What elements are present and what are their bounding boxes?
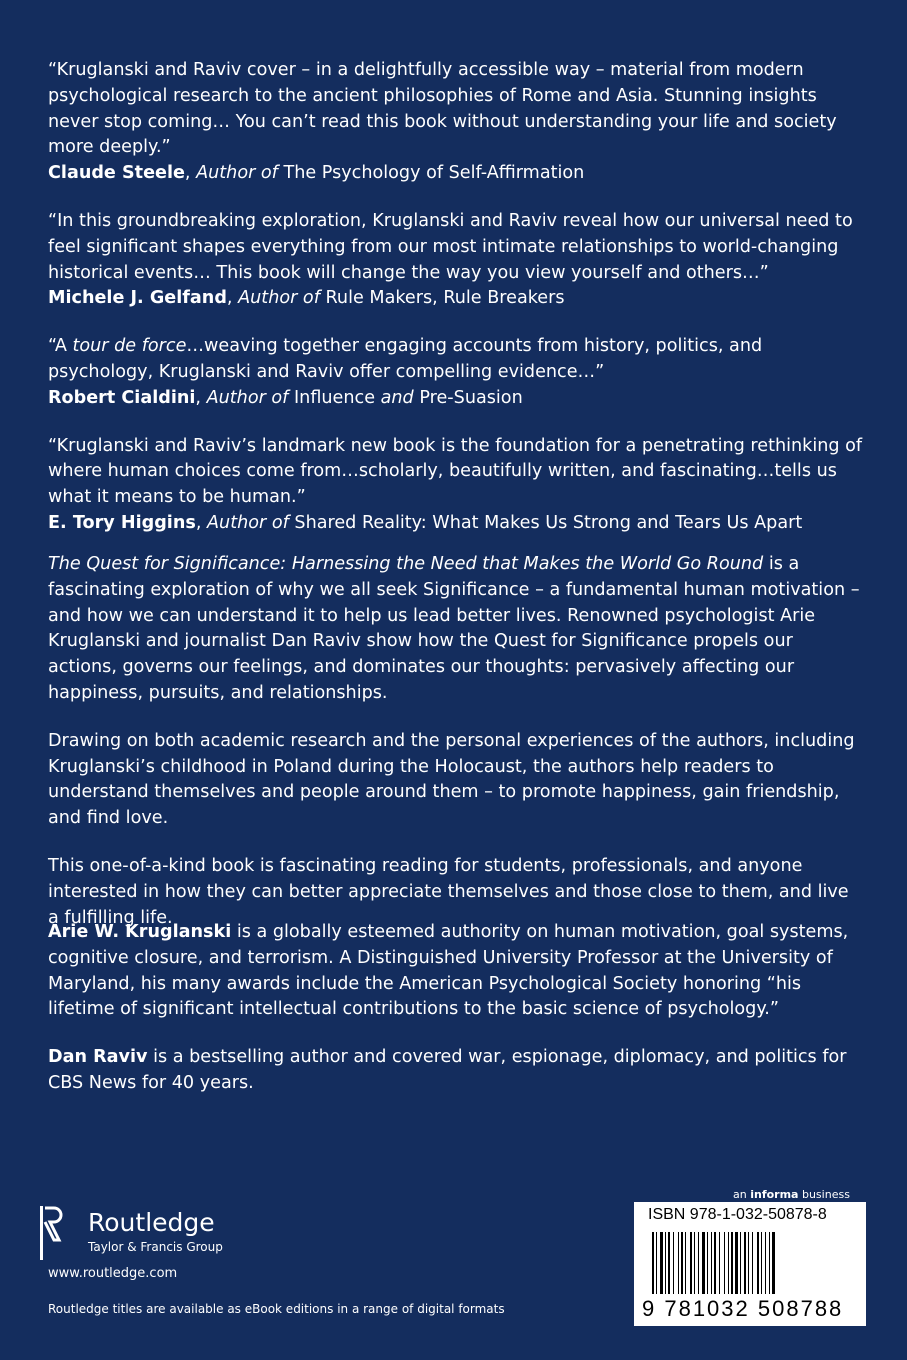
description-paragraph: This one-of-a-kind book is fascinating reading for students, professionals, and anyone interested in how they can better appreciate themselves and those close to them, and live a fulfilling life. <box>48 855 849 928</box>
bio-raviv <box>48 1045 863 1097</box>
publisher-group: Taylor & Francis Group <box>88 1240 223 1254</box>
ebook-note: Routledge titles are available as eBook editions in a range of digital formats <box>48 1302 505 1316</box>
barcode-bar <box>711 1232 712 1294</box>
barcode-bar <box>761 1232 762 1294</box>
informa-tagline <box>733 1188 850 1201</box>
endorsement-quote: “Kruglanski and Raviv’s landmark new book is the foundation for a penetrating rethinking of where human choices come from…scholarly, beautifully written, and fascinating…tells us what it means to be human.” <box>48 435 863 508</box>
endorsements <box>48 58 863 559</box>
barcode-bar <box>707 1232 708 1294</box>
barcode-bar <box>772 1232 775 1294</box>
informa-brand: informa <box>750 1188 799 1201</box>
barcode-bar <box>668 1232 670 1294</box>
bio-name: Arie W. Kruglanski <box>48 922 232 942</box>
barcode-bar <box>678 1232 679 1294</box>
barcode-bar <box>673 1232 674 1294</box>
barcode-bar <box>690 1232 692 1294</box>
barcode-bar <box>769 1232 770 1294</box>
endorsement-gelfand <box>48 209 863 312</box>
barcode-bar <box>744 1232 746 1294</box>
book-title: The Quest for Significance: Harnessing the Need that Makes the World Go Round <box>48 554 764 574</box>
endorser-role: Author of <box>207 512 289 533</box>
endorser-work: Shared Reality: What Makes Us Strong and Tears Us Apart <box>294 512 803 533</box>
publisher-name: Routledge <box>88 1208 215 1237</box>
description-paragraph <box>48 552 863 707</box>
barcode-bar <box>652 1232 654 1294</box>
barcode-bars <box>652 1232 852 1294</box>
author-bios <box>48 920 863 1119</box>
endorsement-attribution: Claude Steele, Author of The Psychology of Self-Affirmation <box>48 163 585 184</box>
endorsement-quote <box>48 334 863 386</box>
endorser-name: Claude Steele <box>48 163 185 184</box>
publisher-url[interactable]: www.routledge.com <box>48 1266 178 1281</box>
endorsement-cialdini <box>48 334 863 411</box>
endorser-role: Author of <box>196 163 278 184</box>
barcode-bar <box>656 1232 657 1294</box>
endorser-work: Influence <box>293 387 376 408</box>
endorser-name: Michele J. Gelfand <box>48 288 227 309</box>
barcode-bar <box>660 1232 663 1294</box>
description-text: is a fascinating exploration of why we all seek Significance – a fundamental human motivation – and how we can understand it to help us lead better lives. Renowned psychologist Arie Kruglanski and journalist Dan Raviv show how the Quest for Significance propels our actions, governs our feelings, and dominates our thoughts: pervasively affecting our happiness, pursuits, and relationships. <box>48 554 860 703</box>
barcode-digits: 9 781032 508788 <box>642 1296 844 1321</box>
description-paragraph: Drawing on both academic research and the personal experiences of the authors, including Kruglanski’s childhood in Poland during the Holocaust, the authors help readers to understand themselves and people around them – to promote happiness, gain friendship, and find love. <box>48 730 855 829</box>
endorser-role: Author of <box>238 288 320 309</box>
endorser-role: Author of <box>206 387 289 408</box>
endorsement-quote: “Kruglanski and Raviv cover – in a delightfully accessible way – material from modern psychological research to the ancient philosophies of Rome and Asia. Stunning insights never stop coming… You can’t read this book without understanding your life and society more deeply.” <box>48 60 837 158</box>
barcode-bar <box>731 1232 733 1294</box>
endorsement-quote: “In this groundbreaking exploration, Kruglanski and Raviv reveal how our universal need to feel significant shapes everything from our most intimate relationships to world-changing historical events… This book will change the way you view yourself and others…” <box>48 210 853 283</box>
barcode-bar <box>685 1232 686 1294</box>
endorsement-attribution: Robert Cialdini, Author of Influence and Pre-Suasion <box>48 387 523 408</box>
endorser-name: Robert Cialdini <box>48 387 196 408</box>
barcode-bar <box>665 1232 666 1294</box>
barcode-bar <box>702 1232 705 1294</box>
endorsement-attribution: Michele J. Gelfand, Author of Rule Makers, Rule Breakers <box>48 288 565 309</box>
informa-text: an <box>733 1188 751 1201</box>
barcode-bar <box>740 1232 741 1294</box>
bio-name: Dan Raviv <box>48 1047 148 1068</box>
barcode-bar <box>735 1232 738 1294</box>
isbn-barcode <box>634 1202 866 1326</box>
barcode-bar <box>714 1232 716 1294</box>
endorsement-attribution: E. Tory Higgins, Author of Shared Reality: What Makes Us Strong and Tears Us Apart <box>48 512 803 533</box>
barcode-bar <box>728 1232 729 1294</box>
barcode-bar <box>752 1232 753 1294</box>
endorser-work: Rule Makers, Rule Breakers <box>325 288 565 309</box>
quote-part: “A <box>48 336 73 357</box>
endorsement-steele <box>48 58 863 187</box>
barcode-bar <box>724 1232 725 1294</box>
barcode-bar <box>681 1232 683 1294</box>
book-description <box>48 552 863 953</box>
endorser-work: Pre-Suasion <box>419 387 523 408</box>
barcode-bar <box>698 1232 699 1294</box>
isbn-label: ISBN 978-1-032-50878-8 <box>648 1206 827 1223</box>
endorser-and: and <box>380 387 414 408</box>
bio-kruglanski <box>48 920 863 1023</box>
bio-text: is a bestselling author and covered war, espionage, diplomacy, and politics for CBS News for 40 years. <box>48 1047 847 1093</box>
quote-part: …weaving together engaging accounts from history, politics, and psychology, Kruglanski and Raviv offer compelling evidence…” <box>48 336 763 382</box>
barcode-bar <box>694 1232 695 1294</box>
bio-text: is a globally esteemed authority on human motivation, goal systems, cognitive closure, and terrorism. A Distinguished University Professor at the University of Maryland, his many awards include the American Psychological Society honoring “his lifetime of significant intellectual contributions to the basic science of psychology.” <box>48 922 849 1020</box>
endorser-work: The Psychology of Self-Affirmation <box>283 163 585 184</box>
barcode-bar <box>748 1232 749 1294</box>
routledge-mark-icon <box>40 1206 63 1260</box>
endorsement-higgins <box>48 434 863 537</box>
informa-text: business <box>798 1188 850 1201</box>
barcode-bar <box>719 1232 720 1294</box>
barcode-bar <box>765 1232 766 1294</box>
barcode-bar <box>757 1232 759 1294</box>
endorser-name: E. Tory Higgins <box>48 512 196 533</box>
quote-italic: tour de force <box>72 336 187 357</box>
